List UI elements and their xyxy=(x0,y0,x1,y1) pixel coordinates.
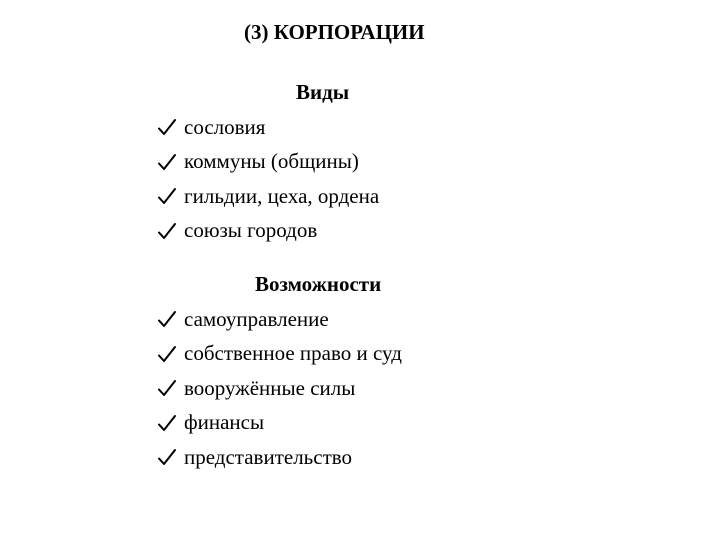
page-title: (3) КОРПОРАЦИИ xyxy=(244,20,425,44)
list-item-text: сословия xyxy=(184,114,266,139)
section-heading-abilities: Возможности xyxy=(255,272,382,296)
checkmark-icon xyxy=(157,219,177,243)
list-item xyxy=(157,110,379,145)
abilities-list xyxy=(157,302,402,475)
list-item xyxy=(157,406,402,441)
checkmark-icon xyxy=(157,445,177,469)
checkmark-icon xyxy=(157,411,177,435)
checkmark-icon xyxy=(157,150,177,174)
list-item-text: представительство xyxy=(184,444,353,469)
list-item xyxy=(157,337,402,372)
list-item xyxy=(157,302,402,337)
list-item-text: союзы городов xyxy=(184,218,318,243)
list-item xyxy=(157,371,402,406)
checkmark-icon xyxy=(157,376,177,400)
list-item xyxy=(157,145,379,180)
list-item-text: финансы xyxy=(184,410,265,435)
list-item-text: гильдии, цеха, ордена xyxy=(184,183,380,208)
list-item xyxy=(157,440,402,475)
list-item-text: вооружённые силы xyxy=(184,375,356,400)
list-item-text: коммуны (общины) xyxy=(184,149,359,174)
checkmark-icon xyxy=(157,307,177,331)
list-item-text: собственное право и суд xyxy=(184,341,402,366)
section-heading-types: Виды xyxy=(296,80,350,104)
list-item xyxy=(157,214,379,249)
list-item-text: самоуправление xyxy=(184,306,329,331)
types-list xyxy=(157,110,379,248)
list-item xyxy=(157,179,379,214)
checkmark-icon xyxy=(157,115,177,139)
checkmark-icon xyxy=(157,342,177,366)
checkmark-icon xyxy=(157,184,177,208)
